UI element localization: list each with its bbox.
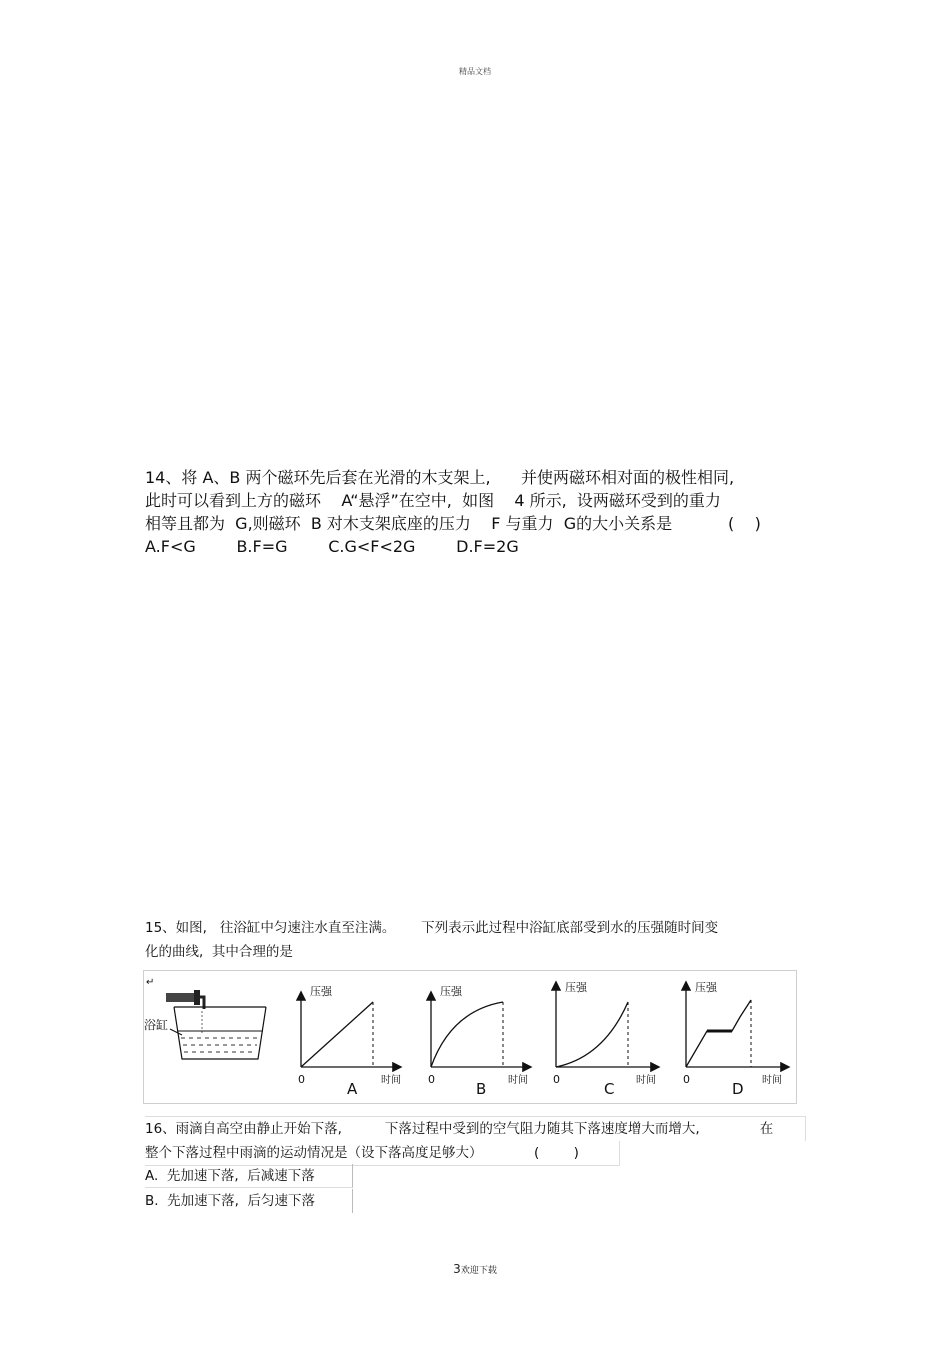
question-16	[145, 1116, 806, 1166]
q15-line: 化的曲线, 其中合理的是	[145, 944, 293, 960]
q14-line: 相等且都为 G,则磁环 B 对木支架底座的压力 F 与重力 G的大小关系是 ( )	[145, 514, 761, 533]
graph-c-x-label: 时间	[636, 1075, 656, 1086]
return-mark: ↵	[146, 977, 155, 988]
q15-figure	[143, 970, 797, 1104]
graph-d	[686, 983, 788, 1067]
graph-b	[431, 993, 530, 1067]
water-hatch	[181, 1038, 259, 1052]
graph-a-origin: 0	[298, 1073, 305, 1086]
graph-b-y-label: 压强	[440, 985, 462, 998]
graph-c-origin: 0	[553, 1073, 560, 1086]
graph-d-y-label: 压强	[695, 981, 717, 994]
q16-line: 16、雨滴自高空由静止开始下落, 下落过程中受到的空气阻力随其下落速度增大而增大, 在	[145, 1116, 806, 1141]
q15-figure-svg	[144, 971, 798, 1105]
faucet-handle	[194, 990, 200, 1005]
graph-b-option-label: B	[476, 1080, 487, 1098]
question-15	[145, 916, 805, 964]
page-number: 3	[453, 1262, 461, 1276]
graph-c-curve	[556, 1002, 628, 1067]
q16-option-b: B. 先加速下落, 后匀速下落	[145, 1189, 353, 1213]
q16-option-a: A. 先加速下落, 后减速下落	[145, 1164, 353, 1188]
graph-b-curve	[431, 1002, 503, 1067]
graph-d-curve	[686, 1000, 751, 1067]
q14-line: 此时可以看到上方的磁环 A“悬浮”在空中, 如图 4 所示, 设两磁环受到的重力	[145, 491, 721, 510]
question-14	[145, 466, 815, 558]
graph-b-x-label: 时间	[508, 1075, 528, 1086]
graph-a-option-label: A	[347, 1080, 358, 1098]
graph-c-option-label: C	[604, 1080, 615, 1098]
graph-a	[301, 993, 400, 1067]
q14-options: A.F<G B.F=G C.G<F<2G D.F=2G	[145, 537, 519, 556]
q14-line: 14、将 A、B 两个磁环先后套在光滑的木支架上, 并使两磁环相对面的极性相同,	[145, 468, 735, 487]
tub-outline	[174, 1007, 266, 1059]
graph-b-origin: 0	[428, 1073, 435, 1086]
page-footer	[0, 1262, 950, 1276]
graph-c	[556, 983, 658, 1067]
bathtub-illustration	[166, 990, 266, 1059]
graph-d-origin: 0	[683, 1073, 690, 1086]
tub-label-leader	[170, 1029, 182, 1035]
footer-text: 欢迎下载	[460, 1266, 497, 1276]
graph-d-x-label: 时间	[762, 1075, 782, 1086]
q15-line: 15、如图, 往浴缸中匀速注水直至注满。 下列表示此过程中浴缸底部受到水的压强随时间变	[145, 920, 719, 936]
graph-c-y-label: 压强	[565, 981, 587, 994]
graph-d-option-label: D	[732, 1080, 744, 1098]
page-header: 精品文档	[459, 67, 491, 76]
graph-a-y-label: 压强	[310, 985, 332, 998]
faucet-body	[166, 993, 196, 1002]
graph-a-x-label: 时间	[381, 1075, 401, 1086]
graph-a-curve	[301, 1002, 373, 1067]
tub-label: 浴缸	[144, 1018, 169, 1032]
q16-line: 整个下落过程中雨滴的运动情况是（设下落高度足够大） ( )	[145, 1141, 620, 1166]
